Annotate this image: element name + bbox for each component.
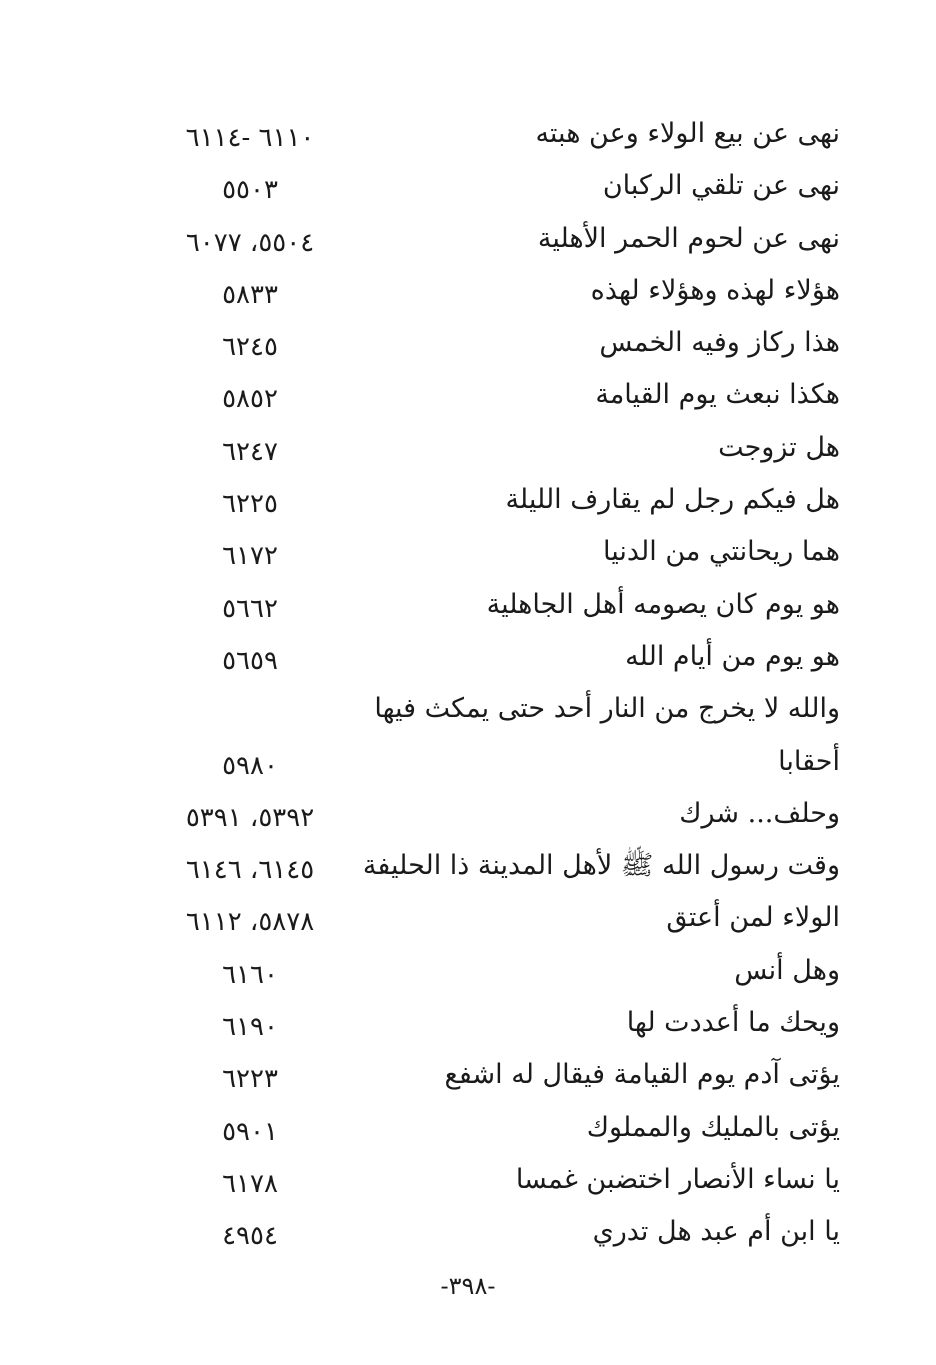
hadith-phrase: هل تزوجت (718, 431, 840, 463)
hadith-phrase: يا ابن أم عبد هل تدري (592, 1216, 840, 1248)
hadith-phrase: وهل أنس (734, 954, 840, 986)
index-entry (150, 631, 840, 683)
hadith-phrase: نهى عن بيع الولاء وعن هبته (535, 118, 840, 149)
hadith-reference-number: ٥٦٥٩ (222, 645, 278, 676)
index-entry (150, 945, 840, 997)
hadith-reference-number: ٥٥٠٤، ٦٠٧٧ (185, 227, 315, 258)
hadith-phrase: ويحك ما أعددت لها (626, 1007, 840, 1039)
hadith-phrase: هل فيكم رجل لم يقارف الليلة (505, 484, 840, 516)
hadith-reference-number: ٦٢٢٥ (222, 489, 278, 520)
hadith-phrase: يا نساء الأنصار اختضبن غمسا (515, 1163, 840, 1195)
index-entry (150, 892, 840, 944)
hadith-reference-number: ٦١٦٠ (222, 959, 278, 990)
hadith-phrase: وحلف... شرك (679, 797, 840, 829)
hadith-phrase: وقت رسول الله ﷺ لأهل المدينة ذا الحليفة (362, 850, 840, 882)
index-entry (150, 213, 840, 265)
index-entry (150, 1102, 840, 1154)
index-entry (150, 474, 840, 526)
hadith-index-list (150, 108, 840, 1259)
index-entry (150, 1206, 840, 1258)
hadith-phrase: هذا ركاز وفيه الخمس (599, 327, 840, 359)
index-entry (150, 788, 840, 840)
hadith-phrase: نهى عن تلقي الركبان (602, 170, 840, 202)
hadith-reference-number: ٥٨٧٨، ٦١١٢ (185, 907, 315, 938)
hadith-reference-number: ٥٦٦٢ (222, 593, 278, 624)
hadith-phrase: والله لا يخرج من النار أحد حتى يمكث فيها (374, 693, 840, 725)
hadith-reference-number: ٦٢٤٥ (222, 332, 278, 363)
index-entry (150, 840, 840, 892)
index-entry (150, 422, 840, 474)
hadith-phrase: هو يوم من أيام الله (625, 640, 840, 672)
hadith-reference-number: ٦١٧٢ (222, 541, 278, 572)
hadith-reference-number: ٦٢٢٣ (222, 1064, 278, 1095)
hadith-phrase: يؤتى آدم يوم القيامة فيقال له اشفع (444, 1059, 840, 1091)
hadith-phrase: يؤتى بالمليك والمملوك (586, 1111, 840, 1143)
hadith-phrase: نهى عن لحوم الحمر الأهلية (537, 222, 840, 254)
index-entry (150, 317, 840, 369)
hadith-reference-number: ٥٨٣٣ (222, 279, 278, 310)
index-entry (150, 1154, 840, 1206)
hadith-reference-number: ٥٩٠١ (222, 1116, 278, 1147)
hadith-reference-number: ٦١٧٨ (222, 1168, 278, 1199)
hadith-phrase: هؤلاء لهذه وهؤلاء لهذه (590, 274, 840, 306)
hadith-reference-number: ٥٩٨٠ (222, 750, 278, 781)
hadith-phrase: أحقابا (778, 745, 840, 777)
index-entry (150, 1049, 840, 1101)
hadith-reference-number: ٥٨٥٢ (222, 384, 278, 415)
hadith-reference-number: ٦١١٠ -٦١١٤ (185, 123, 315, 153)
hadith-phrase: هو يوم كان يصومه أهل الجاهلية (486, 588, 840, 620)
hadith-reference-number: ٦١٤٥، ٦١٤٦ (185, 855, 315, 886)
hadith-reference-number: ٤٩٥٤ (222, 1221, 278, 1252)
index-entry (150, 265, 840, 317)
hadith-phrase: هما ريحانتي من الدنيا (602, 536, 840, 568)
index-entry (150, 369, 840, 421)
hadith-reference-number: ٥٥٠٣ (222, 175, 278, 206)
index-entry (150, 736, 840, 788)
hadith-reference-number: ٦١٩٠ (222, 1012, 278, 1043)
hadith-phrase: هكذا نبعث يوم القيامة (595, 379, 840, 411)
index-entry (150, 579, 840, 631)
index-entry (150, 160, 840, 212)
hadith-reference-number: ٥٣٩٢، ٥٣٩١ (185, 802, 315, 833)
index-entry (150, 526, 840, 578)
hadith-reference-number: ٦٢٤٧ (222, 436, 278, 467)
index-entry (150, 683, 840, 735)
hadith-phrase: الولاء لمن أعتق (666, 902, 840, 934)
index-entry (150, 108, 840, 160)
page-number: -٣٩٨- (440, 1272, 496, 1300)
index-entry (150, 997, 840, 1049)
